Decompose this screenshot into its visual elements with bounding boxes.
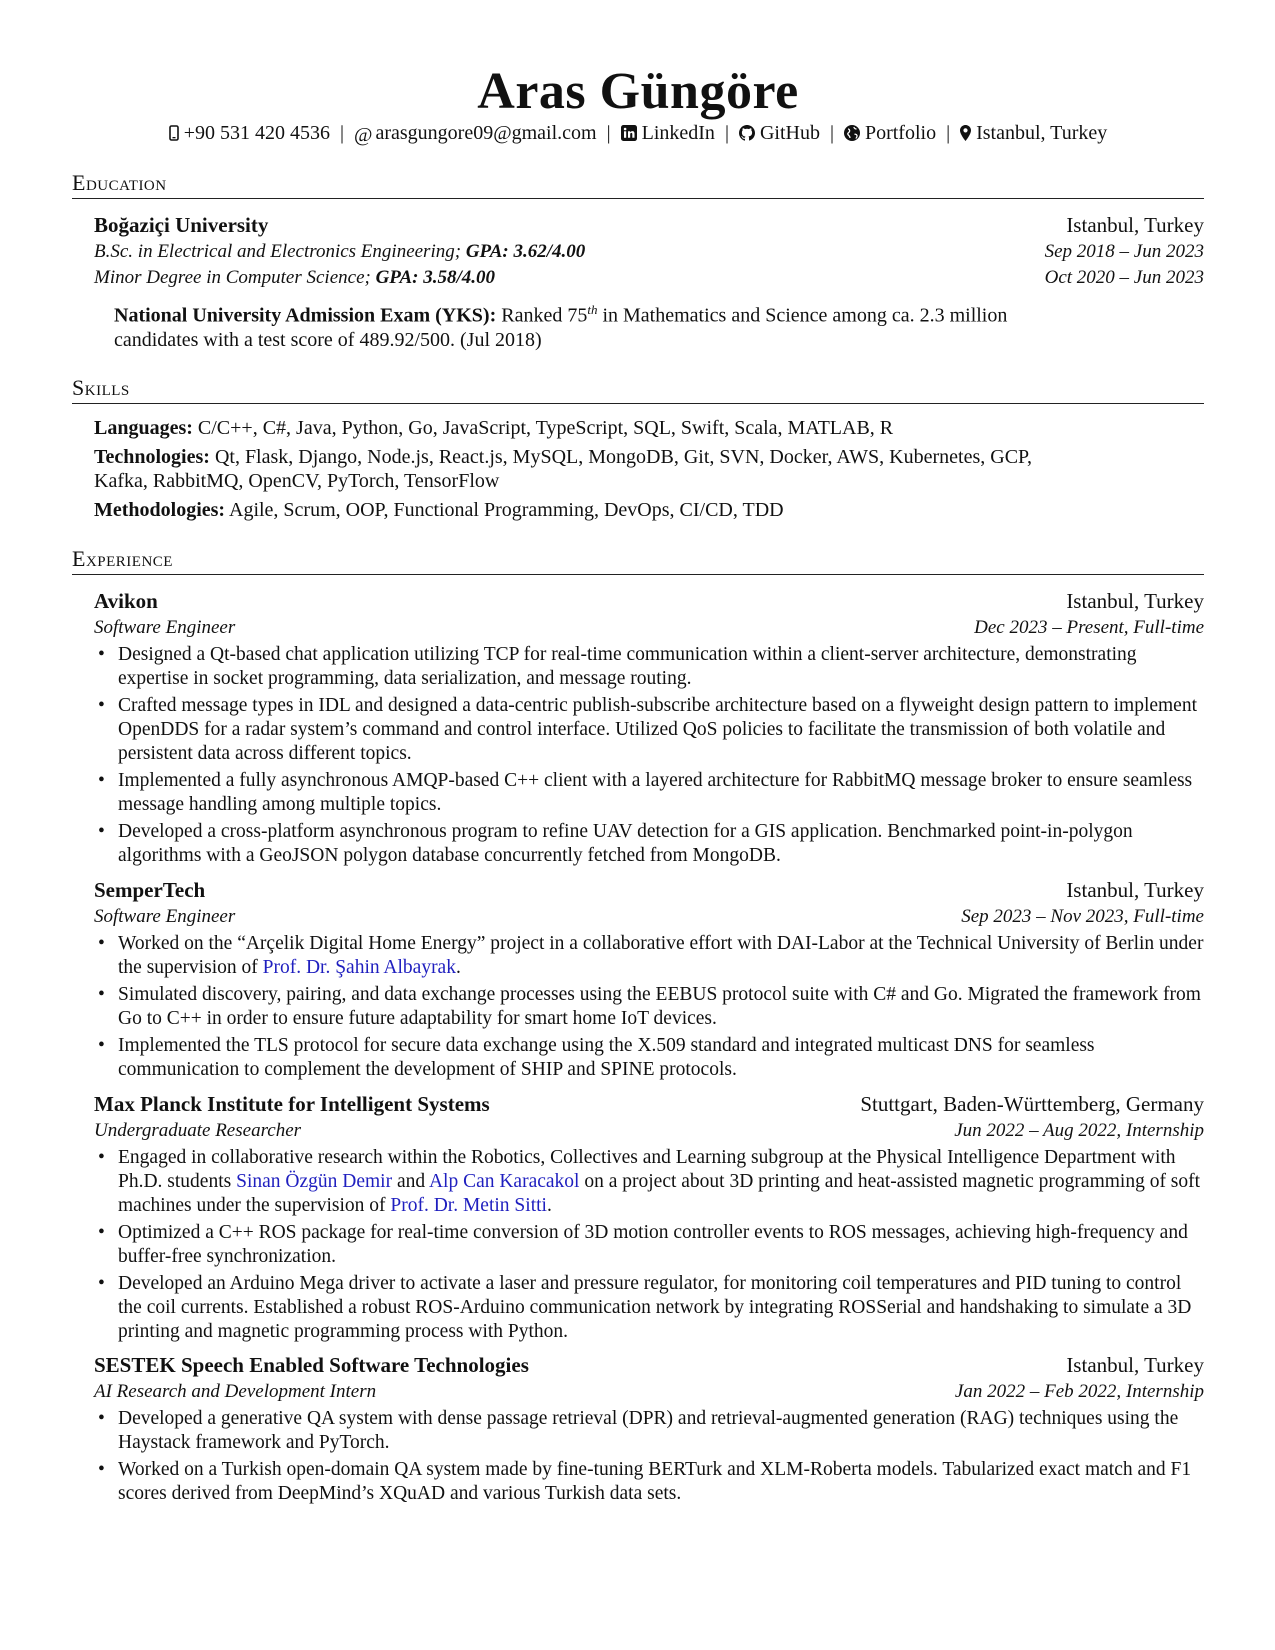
bullet-item: • Developed a cross-platform asynchronous program to refine UAV detection for a GIS application. Benchmarked point-in-polygon algorithms with a GeoJSON polygon database concurrently fetched from MongoDB. — [118, 820, 1204, 868]
location-text: Istanbul, Turkey — [976, 122, 1108, 144]
exam-achievement: National University Admission Exam (YKS): Ranked 75th in Mathematics and Science among ca. 2.3 million candidates with a test score of 489.92/500. (Jul 2018) — [114, 302, 1008, 351]
degree-row — [94, 265, 1204, 291]
job-dates: Dec 2023 – Present, Full-time — [974, 617, 1204, 638]
company-name: SemperTech — [94, 878, 206, 902]
job-dates: Sep 2023 – Nov 2023, Full-time — [961, 906, 1204, 927]
company-location: Stuttgart, Baden-Württemberg, Germany — [860, 1092, 1204, 1116]
supervisor-link[interactable]: Prof. Dr. Metin Sitti — [390, 1195, 547, 1216]
globe-icon — [844, 123, 860, 147]
skill-row-technologies: Technologies: Qt, Flask, Django, Node.js, React.js, MySQL, MongoDB, Git, SVN, Docker, AWS, Kubernetes, GCP, Kafka, RabbitMQ, OpenCV, PyTorch, TensorFlow — [94, 446, 1032, 492]
job-dates: Jun 2022 – Aug 2022, Internship — [954, 1120, 1204, 1141]
skill-row-methodologies: Methodologies: Agile, Scrum, OOP, Functional Programming, DevOps, CI/CD, TDD — [94, 499, 784, 521]
bullet-item: • Simulated discovery, pairing, and data exchange processes using the EEBUS protocol suite with C# and Go. Migrated the framework from Go to C++ in order to ensure future adaptability for smart home IoT devices. — [118, 983, 1204, 1031]
degree-name: B.Sc. in Electrical and Electronics Engineering; — [94, 241, 462, 262]
degree-gpa: GPA: 3.62/4.00 — [465, 241, 586, 262]
degree-dates: Sep 2018 – Jun 2023 — [1044, 241, 1204, 262]
researcher-link[interactable]: Sinan Özgün Demir — [236, 1171, 393, 1192]
bullet-item: • Implemented the TLS protocol for secure data exchange using the X.509 standard and integrated multicast DNS for seamless communication to complement the development of SHIP and SPINE protocols. — [118, 1034, 1204, 1082]
job-role: AI Research and Development Intern — [94, 1381, 377, 1402]
education-entry — [94, 211, 1204, 352]
job-role: Undergraduate Researcher — [94, 1120, 302, 1141]
degree-name: Minor Degree in Computer Science; — [94, 267, 371, 288]
github-icon — [739, 123, 755, 147]
phone-number: +90 531 420 4536 — [183, 122, 331, 144]
job-entry-sempertech — [94, 876, 1204, 1085]
contact-bar: +90 531 420 4536 | @ arasgungore09@gmail.com | LinkedIn | GitHub | Portfolio | Istanbul, Turkey — [72, 121, 1204, 147]
job-entry-avikon — [94, 587, 1204, 871]
school-name: Boğaziçi University — [94, 213, 269, 237]
company-name: Avikon — [94, 589, 158, 613]
degree-gpa: GPA: 3.58/4.00 — [375, 267, 496, 288]
section-heading-experience: Experience — [72, 546, 1204, 575]
portfolio-link[interactable]: Portfolio — [864, 122, 937, 144]
at-sign-icon: @ — [354, 124, 373, 146]
email-link[interactable]: arasgungore09@gmail.com — [375, 122, 597, 144]
linkedin-icon — [621, 123, 637, 147]
section-heading-skills: Skills — [72, 375, 1204, 404]
company-name: SESTEK Speech Enabled Software Technologies — [94, 1353, 529, 1377]
map-pin-icon — [960, 123, 971, 147]
company-location: Istanbul, Turkey — [1066, 1353, 1204, 1377]
company-location: Istanbul, Turkey — [1066, 589, 1204, 613]
supervisor-link[interactable]: Prof. Dr. Şahin Albayrak — [262, 957, 456, 978]
researcher-link[interactable]: Alp Can Karacakol — [428, 1171, 580, 1192]
skills-list — [94, 416, 1204, 527]
bullet-item: • Engaged in collaborative research within the Robotics, Collectives and Learning subgroup at the Physical Intelligence Department with Ph.D. students Sinan Özgün Demir and Alp Can Karacakol on a project about 3D printing and heat-assisted magnetic programming of soft machines under the supervision of Prof. Dr. Metin Sitti. — [118, 1146, 1204, 1218]
job-entry-max-planck — [94, 1090, 1204, 1347]
company-name: Max Planck Institute for Intelligent Systems — [94, 1092, 490, 1116]
section-heading-education: Education — [72, 170, 1204, 199]
job-role: Software Engineer — [94, 906, 236, 927]
linkedin-link[interactable]: LinkedIn — [641, 122, 715, 144]
bullet-item: • Worked on a Turkish open-domain QA system made by fine-tuning BERTurk and XLM-Roberta models. Tabularized exact match and F1 scores derived from DeepMind’s XQuAD and various Turkish data sets. — [118, 1458, 1204, 1506]
company-location: Istanbul, Turkey — [1066, 878, 1204, 902]
github-link[interactable]: GitHub — [759, 122, 820, 144]
bullet-item: • Implemented a fully asynchronous AMQP-based C++ client with a layered architecture for RabbitMQ message broker to ensure seamless message handling among multiple topics. — [118, 769, 1204, 817]
job-entry-sestek — [94, 1351, 1204, 1509]
bullet-item: • Developed an Arduino Mega driver to activate a laser and pressure regulator, for monitoring coil temperatures and PID tuning to control the coil currents. Established a robust ROS-Arduino communication network by integrating ROSSerial and handshaking to simulate a 3D printing and magnetic programming process with Python. — [118, 1272, 1204, 1344]
job-role: Software Engineer — [94, 617, 236, 638]
bullet-item: • Optimized a C++ ROS package for real-time conversion of 3D motion controller events to ROS messages, achieving high-frequency and buffer-free synchronization. — [118, 1221, 1204, 1269]
bullet-item: • Developed a generative QA system with dense passage retrieval (DPR) and retrieval-augmented generation (RAG) techniques using the Haystack framework and PyTorch. — [118, 1407, 1204, 1455]
degree-row — [94, 239, 1204, 265]
candidate-name: Aras Güngöre — [477, 63, 799, 120]
degree-dates: Oct 2020 – Jun 2023 — [1044, 267, 1204, 288]
bullet-item: • Worked on the “Arçelik Digital Home Energy” project in a collaborative effort with DAI-Labor at the Technical University of Berlin under the supervision of Prof. Dr. Şahin Albayrak. — [118, 932, 1204, 980]
bullet-item: • Crafted message types in IDL and designed a data-centric publish-subscribe architecture based on a flyweight design pattern to implement OpenDDS for a radar system’s command and control interface. Utilized QoS policies to facilitate the transmission of both volatile and persistent data across different topics. — [118, 694, 1204, 766]
job-dates: Jan 2022 – Feb 2022, Internship — [954, 1381, 1204, 1402]
school-location: Istanbul, Turkey — [1066, 213, 1204, 237]
mobile-phone-icon — [169, 123, 179, 147]
bullet-item: • Designed a Qt-based chat application utilizing TCP for real-time communication within a client-server architecture, demonstrating expertise in socket programming, data serialization, and message routing. — [118, 643, 1204, 691]
skill-row-languages: Languages: C/C++, C#, Java, Python, Go, JavaScript, TypeScript, SQL, Swift, Scala, MATLAB, R — [94, 417, 894, 439]
